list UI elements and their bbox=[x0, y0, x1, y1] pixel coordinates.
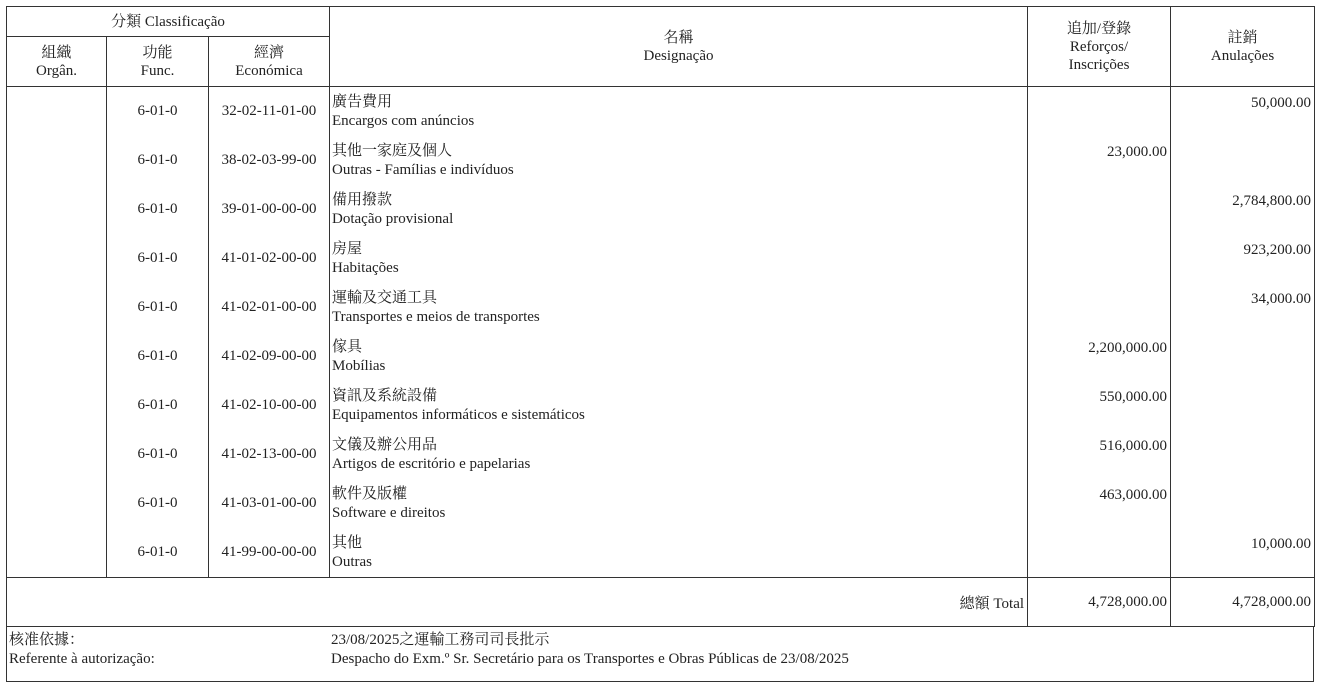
designation-cell bbox=[330, 283, 1028, 332]
annulment-value: 50,000.00 bbox=[1251, 95, 1312, 111]
reinforcement-cell bbox=[1028, 479, 1171, 528]
eco-cell: 41-03-01-00-00 bbox=[209, 479, 330, 528]
eco-header bbox=[209, 37, 330, 87]
designation-pt: Dotação provisional bbox=[332, 210, 454, 227]
annulment-cell bbox=[1171, 430, 1315, 479]
designation-cell bbox=[330, 528, 1028, 578]
annulment-value: 923,200.00 bbox=[1243, 242, 1312, 258]
eco-header-zh: 經濟 bbox=[254, 44, 285, 61]
reinforcement-value: 463,000.00 bbox=[1099, 487, 1168, 503]
table-row bbox=[7, 234, 1315, 283]
annulment-cell bbox=[1171, 381, 1315, 430]
org-cell bbox=[7, 185, 107, 234]
eco-cell: 41-02-13-00-00 bbox=[209, 430, 330, 479]
designation-zh: 傢具 bbox=[332, 338, 363, 355]
annulment-cell bbox=[1171, 234, 1315, 283]
eco-cell: 38-02-03-99-00 bbox=[209, 136, 330, 185]
designation-header-pt: Designação bbox=[643, 47, 714, 64]
annulment-header-pt: Anulações bbox=[1210, 47, 1275, 64]
authorization-text-zh: 23/08/2025之運輸工務司司長批示 bbox=[331, 632, 550, 648]
authorization-section bbox=[6, 627, 1314, 682]
reinforcement-cell bbox=[1028, 332, 1171, 381]
func-header bbox=[107, 37, 209, 87]
authorization-text-pt: Despacho do Exm.º Sr. Secretário para os Transportes e Obras Públicas de 23/08/2025 bbox=[331, 651, 849, 667]
annulment-header-zh: 註銷 bbox=[1227, 29, 1258, 46]
designation-cell bbox=[330, 87, 1028, 137]
designation-cell bbox=[330, 136, 1028, 185]
annulment-cell bbox=[1171, 87, 1315, 137]
reinforcement-cell bbox=[1028, 283, 1171, 332]
func-cell: 6-01-0 bbox=[107, 185, 209, 234]
org-cell bbox=[7, 430, 107, 479]
org-cell bbox=[7, 528, 107, 578]
designation-cell bbox=[330, 185, 1028, 234]
func-header-pt: Func. bbox=[140, 62, 175, 79]
reinforcement-header-zh: 追加/登錄 bbox=[1066, 20, 1132, 37]
budget-sheet bbox=[6, 6, 1314, 682]
designation-zh: 軟件及版權 bbox=[332, 485, 408, 502]
eco-cell: 41-01-02-00-00 bbox=[209, 234, 330, 283]
reinforcement-value: 516,000.00 bbox=[1099, 438, 1168, 454]
designation-zh: 資訊及系統設備 bbox=[332, 387, 438, 404]
designation-pt: Mobílias bbox=[332, 357, 386, 374]
classification-header: 分類 Classificação bbox=[7, 7, 330, 37]
eco-cell: 41-99-00-00-00 bbox=[209, 528, 330, 578]
annulment-value: 2,784,800.00 bbox=[1232, 193, 1312, 209]
designation-header-zh: 名稱 bbox=[663, 29, 694, 46]
designation-pt: Habitações bbox=[332, 259, 399, 276]
total-row bbox=[7, 578, 1315, 627]
reinforcement-cell bbox=[1028, 381, 1171, 430]
table-row bbox=[7, 87, 1315, 137]
org-header bbox=[7, 37, 107, 87]
designation-pt: Software e direitos bbox=[332, 504, 446, 521]
reinforcement-cell bbox=[1028, 528, 1171, 578]
org-cell bbox=[7, 479, 107, 528]
annulment-cell bbox=[1171, 528, 1315, 578]
designation-pt: Outras - Famílias e indivíduos bbox=[332, 161, 514, 178]
table-row bbox=[7, 528, 1315, 578]
designation-cell bbox=[330, 430, 1028, 479]
reinforcement-cell bbox=[1028, 87, 1171, 137]
total-label: 總額 Total bbox=[7, 578, 1028, 627]
reinforcement-cell bbox=[1028, 136, 1171, 185]
designation-zh: 廣告費用 bbox=[332, 93, 393, 110]
designation-cell bbox=[330, 479, 1028, 528]
eco-cell: 32-02-11-01-00 bbox=[209, 87, 330, 137]
org-cell bbox=[7, 381, 107, 430]
org-cell bbox=[7, 234, 107, 283]
annulment-value: 34,000.00 bbox=[1251, 291, 1312, 307]
annulment-cell bbox=[1171, 479, 1315, 528]
authorization-text bbox=[331, 631, 849, 669]
designation-cell bbox=[330, 234, 1028, 283]
table-row bbox=[7, 332, 1315, 381]
designation-pt: Encargos com anúncios bbox=[332, 112, 475, 129]
designation-cell bbox=[330, 381, 1028, 430]
org-cell bbox=[7, 283, 107, 332]
func-cell: 6-01-0 bbox=[107, 430, 209, 479]
table-row bbox=[7, 430, 1315, 479]
func-cell: 6-01-0 bbox=[107, 283, 209, 332]
eco-cell: 41-02-01-00-00 bbox=[209, 283, 330, 332]
table-row bbox=[7, 479, 1315, 528]
org-cell bbox=[7, 136, 107, 185]
designation-zh: 其他 bbox=[332, 534, 363, 551]
table-row bbox=[7, 185, 1315, 234]
eco-cell: 41-02-09-00-00 bbox=[209, 332, 330, 381]
org-cell bbox=[7, 87, 107, 137]
total-annulment: 4,728,000.00 bbox=[1171, 578, 1315, 627]
func-cell: 6-01-0 bbox=[107, 136, 209, 185]
reinforcement-header-pt2: Inscrições bbox=[1068, 56, 1130, 73]
reinforcement-cell bbox=[1028, 185, 1171, 234]
table-row bbox=[7, 381, 1315, 430]
designation-cell bbox=[330, 332, 1028, 381]
table-row bbox=[7, 283, 1315, 332]
func-cell: 6-01-0 bbox=[107, 381, 209, 430]
reinforcement-value: 550,000.00 bbox=[1099, 389, 1168, 405]
authorization-label bbox=[9, 631, 155, 669]
designation-header bbox=[330, 7, 1028, 87]
eco-header-pt: Económica bbox=[235, 62, 303, 79]
designation-pt: Artigos de escritório e papelarias bbox=[332, 455, 531, 472]
annulment-cell bbox=[1171, 332, 1315, 381]
authorization-label-zh: 核准依據： bbox=[9, 632, 85, 648]
reinforcement-cell bbox=[1028, 234, 1171, 283]
reinforcement-header-pt1: Reforços/ bbox=[1069, 38, 1129, 55]
designation-zh: 其他一家庭及個人 bbox=[332, 142, 453, 159]
total-reinforcement: 4,728,000.00 bbox=[1028, 578, 1171, 627]
func-cell: 6-01-0 bbox=[107, 87, 209, 137]
func-cell: 6-01-0 bbox=[107, 479, 209, 528]
annulment-cell bbox=[1171, 136, 1315, 185]
designation-pt: Outras bbox=[332, 553, 373, 570]
designation-zh: 運輸及交通工具 bbox=[332, 289, 438, 306]
annulment-cell bbox=[1171, 283, 1315, 332]
reinforcement-header bbox=[1028, 7, 1171, 87]
annulment-cell bbox=[1171, 185, 1315, 234]
func-cell: 6-01-0 bbox=[107, 234, 209, 283]
designation-pt: Equipamentos informáticos e sistemáticos bbox=[332, 406, 585, 423]
func-cell: 6-01-0 bbox=[107, 332, 209, 381]
budget-table bbox=[6, 6, 1315, 627]
designation-zh: 文儀及辦公用品 bbox=[332, 436, 438, 453]
reinforcement-value: 2,200,000.00 bbox=[1088, 340, 1168, 356]
eco-cell: 41-02-10-00-00 bbox=[209, 381, 330, 430]
annulment-value: 10,000.00 bbox=[1251, 536, 1312, 552]
annulment-header bbox=[1171, 7, 1315, 87]
rows-body bbox=[7, 87, 1315, 578]
org-header-zh: 組織 bbox=[41, 44, 72, 61]
func-header-zh: 功能 bbox=[142, 44, 173, 61]
eco-cell: 39-01-00-00-00 bbox=[209, 185, 330, 234]
reinforcement-cell bbox=[1028, 430, 1171, 479]
designation-pt: Transportes e meios de transportes bbox=[332, 308, 540, 325]
table-row bbox=[7, 136, 1315, 185]
designation-zh: 備用撥款 bbox=[332, 191, 393, 208]
reinforcement-value: 23,000.00 bbox=[1107, 144, 1168, 160]
authorization-label-pt: Referente à autorização: bbox=[9, 651, 155, 667]
designation-zh: 房屋 bbox=[332, 240, 363, 257]
org-cell bbox=[7, 332, 107, 381]
func-cell: 6-01-0 bbox=[107, 528, 209, 578]
org-header-pt: Orgân. bbox=[36, 62, 77, 79]
